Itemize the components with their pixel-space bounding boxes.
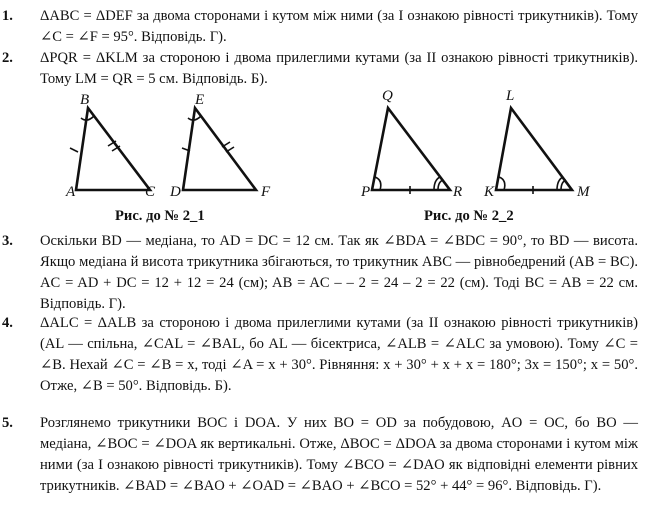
item-text: Розглянемо трикутники BOC і DOA. У них BO = OD за побудовою, AO = OC, бо BO — медіана, ∠BOC = ∠DOA як вертикальні. Отже, ΔBOC = ΔDOA за двома сторонами і кутом між ними (за І ознакою рівності трикутників). Тому ∠BCO = ∠DAO як відповідні елементи рівних трикутників. ∠BAD = ∠BAO + ∠OAD = ∠BAO + ∠BCO = 52° + 44° = 96°. Відповідь. Г). [40, 415, 638, 494]
triangle-def [182, 108, 256, 190]
item-text: ΔABC = ΔDEF за двома сторонами і кутом між ними (за І ознакою рівності трикутників). Тому ∠C = ∠F = 95°. Відповідь. Г). [40, 8, 638, 45]
triangle-klm [496, 108, 572, 194]
label-q: Q [382, 88, 393, 104]
label-c: C [145, 184, 156, 200]
label-p: P [361, 184, 371, 200]
item-number: 5. [2, 415, 13, 431]
label-d: D [170, 184, 181, 200]
label-k: K [484, 184, 495, 200]
triangle-abc [70, 108, 150, 190]
figures [0, 0, 645, 235]
label-a: A [66, 184, 76, 200]
label-m: M [577, 184, 590, 200]
item-text: ΔPQR = ΔKLM за стороною і двома прилеглими кутами (за ІІ ознакою рівності трикутників). Тому LM = QR = 5 см. Відповідь. Б). [40, 50, 638, 87]
label-f: F [261, 184, 271, 200]
triangle-pqr [372, 108, 450, 194]
item-text: ΔALC = ΔALB за стороною і двома прилеглими кутами (за ІІ ознакою рівності трикутників) (AL — спільна, ∠CAL = ∠BAL, бо AL — бісектриса, ∠ALB = ∠ALC за умовою). Тому ∠C = ∠B. Нехай ∠C = ∠B = x, тоді ∠A = x + 30°. Рівняння: x + 30° + x + x = 180°; 3x = 150°; x = 50°. Отже, ∠B = 50°. Відповідь. Б). [40, 315, 638, 394]
caption-figure-2-2: Рис. до № 2_2 [424, 208, 514, 224]
item-number: 4. [2, 315, 13, 331]
label-b: B [80, 92, 90, 108]
item-number: 3. [2, 233, 13, 249]
item-number: 2. [2, 50, 13, 66]
label-e: E [195, 92, 205, 108]
label-r: R [453, 184, 463, 200]
caption-figure-2-1: Рис. до № 2_1 [115, 208, 205, 224]
item-text: Оскільки BD — медіана, то AD = DC = 12 см. Так як ∠BDA = ∠BDC = 90°, то BD — висота. Якщо медіана й висота трикутника збігаються, то трикутник ABC — рівнобедрений (AB = BC). AC = AD + DC = 12 + 12 = 24 (см); AB = AC – – 2 = 24 – 2 = 22 (см). Тоді BC = AB = 22 см. Відповідь. Г). [40, 233, 638, 312]
label-l: L [506, 88, 515, 104]
item-number: 1. [2, 8, 13, 24]
